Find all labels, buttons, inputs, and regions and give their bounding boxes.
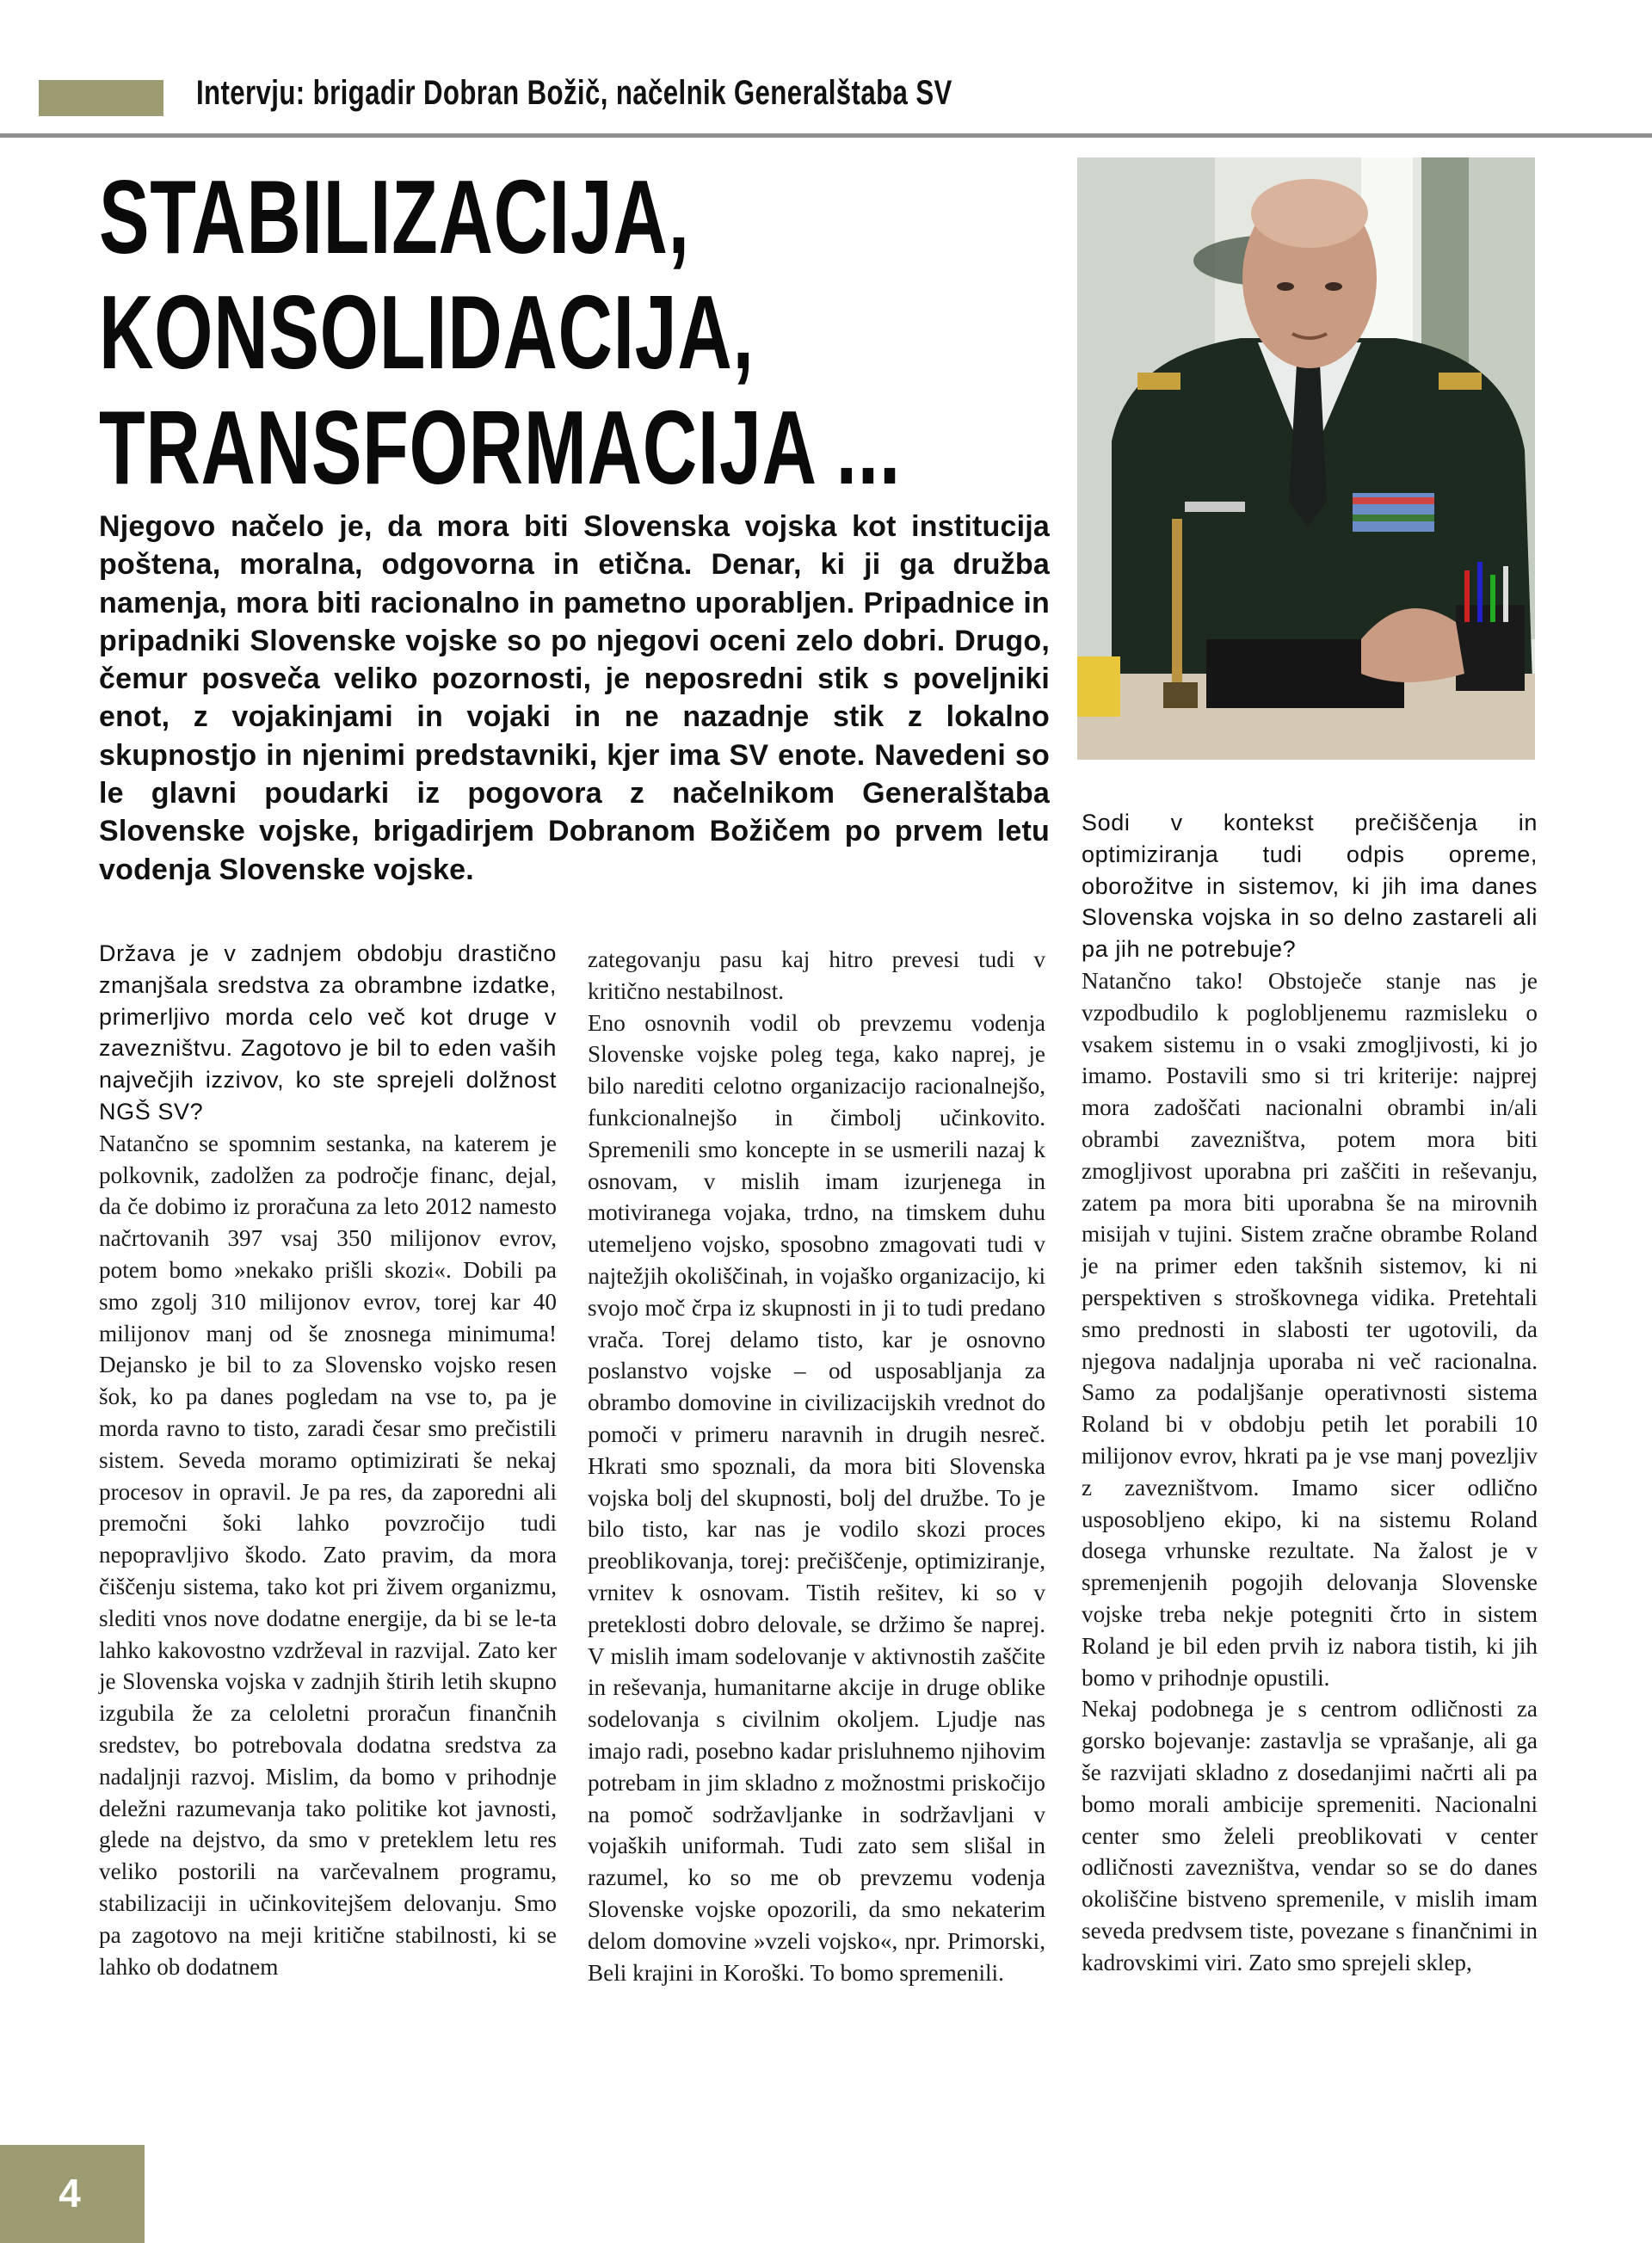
column-2 xyxy=(588,944,1045,1988)
column-2-paragraph-2: Eno osnovnih vodil ob prevzemu vodenja Slovenske vojske poleg tega, kako naprej, je bilo narediti celotno organizacijo racionalnejšo, funkcionalnejšo in čimbolj učinkovito. Spremenili smo koncepte in se usmerili nazaj k osnovam, v mislih imam izurjenega in motiviranega vojaka, trdno, na timskem duhu utemeljeno vojsko, sposobno zmagovati tudi v najtežjih okoliščinah, in vojaško organizacijo, ki svojo moč črpa iz skupnosti in ji to tudi predano vrača. Torej delamo tisto, kar je osnovno poslanstvo vojske – od usposabljanja za obrambo domovine in civilizacijskih vrednot do pomoči v primeru naravnih in drugih nesreč. Hkrati smo spoznali, da mora biti Slovenska vojska bolj del skupnosti, bolj del družbe. To je bilo tisto, kar nas je vodilo skozi proces preoblikovanja, torej: prečiščenje, optimiziranje, vrnitev k osnovam. Tistih rešitev, ki so v preteklosti dobro delovale, se držimo še naprej. V mislih imam sodelovanje v aktivnostih zaščite in reševanja, humanitarne akcije in druge oblike sodelovanja s civilnim okoljem. Ljudje nas imajo radi, posebno kadar prisluhnemo njihovim potrebam in jim skladno z možnostmi priskočijo na pomoč sodržavljanke in sodržavljani v vojaških uniformah. Tudi zato sem slišal in razumel, ko so me ob prevzemu vodenja Slovenske vojske opozorili, da smo nekaterim delom domovine »vzeli vojsko«, npr. Primorski, Beli krajini in Koroški. To bomo spremenili. xyxy=(588,1009,1045,1986)
interview-question-1: Država je v zadnjem obdobju drastično zmanjšala sredstva za obrambne izdatke, primerljivo morda celo več kot druge v zavezništvu. Zagotovo je bil to eden vaših največjih izzivov, ko ste sprejeli dolžnost NGŠ SV? xyxy=(99,940,557,1125)
article-headline xyxy=(99,159,904,505)
headline-line-3: TRANSFORMACIJA ... xyxy=(99,389,902,506)
header-accent-bar xyxy=(39,80,163,116)
interview-question-2: Sodi v kontekst prečiščenja in optimiziranja tudi odpis opreme, oborožitve in sistemov, ki jih ima danes Slovenska vojska in so delno zastareli ali pa jih ne potrebuje? xyxy=(1082,810,1538,963)
column-3 xyxy=(1082,807,1538,1978)
article-lead: Njegovo načelo je, da mora biti Slovenska vojska kot institucija poštena, moralna, odgovorna in etična. Denar, ki ji ga družba namenja, mora biti racionalno in pametno uporabljen. Pripadnice in pripadniki Slovenske vojske so po njegovi oceni zelo dobri. Drugo, čemur posveča veliko pozornosti, je neposredni stik s poveljniki enot, z vojakinjami in vojaki in ne nazadnje stik z lokalno skupnostjo in njenimi predstavniki, kjer ima SV enote. Navedeni so le glavni poudarki iz pogovora z načelnikom Generalštaba Slovenske vojske, brigadirjem Dobranom Božičem po prvem letu vodenja Slovenske vojske. xyxy=(99,510,1050,886)
column-3-paragraph-1: Natančno tako! Obstoječe stanje nas je vzpodbudilo k poglobljenemu razmisleku o vsakem sistemu in o vsaki zmogljivosti, ki jo imamo. Postavili smo si tri kriterije: najprej mora zadoščati nacionalni obrambi in/ali obrambi zavezništva, potem mora biti zmogljivost uporabna pri zaščiti in reševanju, zatem pa mora biti uporabna še na mirovnih misijah v tujini. Sistem zračne obrambe Roland je na primer eden takšnih sistemov, ki ni perspektiven s stroškovnega vidika. Pretehtali smo prednosti in slabosti ter ugotovili, da njegova nadaljnja uporaba ni več racionalna. Samo za podaljšanje operativnosti sistema Roland bi v obdobju petih let porabili 10 milijonov evrov, hkrati pa je vse manj povezljiv z zavezništvom. Imamo sicer odlično usposobljeno ekipo, ki na sistemu Roland dosega vrhunske rezultate. Na žalost je v spremenjenih pogojih delovanja Slovenske vojske treba nekje potegniti črto in sistem Roland je bil eden prvih iz nabora tistih, ki jih bomo v prihodnje opustili. xyxy=(1082,967,1538,1691)
headline-line-1: STABILIZACIJA, xyxy=(99,158,690,275)
header-divider xyxy=(0,133,1652,138)
interview-answer-1: Natančno se spomnim sestanka, na katerem je polkovnik, zadolžen za področje financ, dejal, da če dobimo iz proračuna za leto 2012 namesto načrtovanih 397 vsaj 350 milijonov evrov, potem bomo »nekako prišli skozi«. Dobili pa smo zgolj 310 milijonov evrov, torej kar 40 milijonov manj od še znosnega minimuma! Dejansko je bil to za Slovensko vojsko resen šok, ko pa danes pogledam na vse to, pa je morda ravno to tisto, zaradi česar smo prečistili sistem. Seveda moramo optimizirati še nekaj procesov in opravil. Je pa res, da zaporedni ali premočni šoki lahko povzročijo tudi nepopravljivo škodo. Zato pravim, da mora čiščenju sistema, tako kot pri živem organizmu, slediti vnos nove dodatne energije, da bi se le-ta lahko kakovostno vzdrževal in razvijal. Zato ker je Slovenska vojska v zadnjih štirih letih skupno izgubila že za celoletni proračun finančnih sredstev, bo potrebovala dodatna sredstva za nadaljnji razvoj. Mislim, da bomo v prihodnje deležni razumevanja tako politike kot javnosti, glede na dejstvo, da smo v preteklem letu res veliko postorili na varčevalnem programu, stabilizaciji in učinkovitejšem delovanju. Smo pa zagotovo na meji kritične stabilnosti, ki se lahko ob dodatnem xyxy=(99,1130,557,1980)
page-number: 4 xyxy=(59,2171,81,2215)
column-3-paragraph-2: Nekaj podobnega je s centrom odličnosti za gorsko bojevanje: zastavlja se vprašanje, ali ga še razvijati skladno z dosedanjimi načrti ali pa bomo morali ambicije spremeniti. Nacionalni center smo želeli preoblikovati v center odličnosti zavezništva, vendar so se do danes okoliščine bistveno spremenile, v mislih imam seveda predvsem tiste, povezane s finančnimi in kadrovskimi viri. Zato smo sprejeli sklep, xyxy=(1082,1696,1538,1975)
column-1 xyxy=(99,938,557,1982)
headline-line-2: KONSOLIDACIJA, xyxy=(99,274,755,391)
section-header-title: Intervju: brigadir Dobran Božič, načelnik Generalštaba SV xyxy=(196,74,952,112)
column-2-paragraph-1: zategovanju pasu kaj hitro prevesi tudi v kritično nestabilnost. xyxy=(588,946,1045,1004)
portrait-photo xyxy=(1077,157,1535,760)
